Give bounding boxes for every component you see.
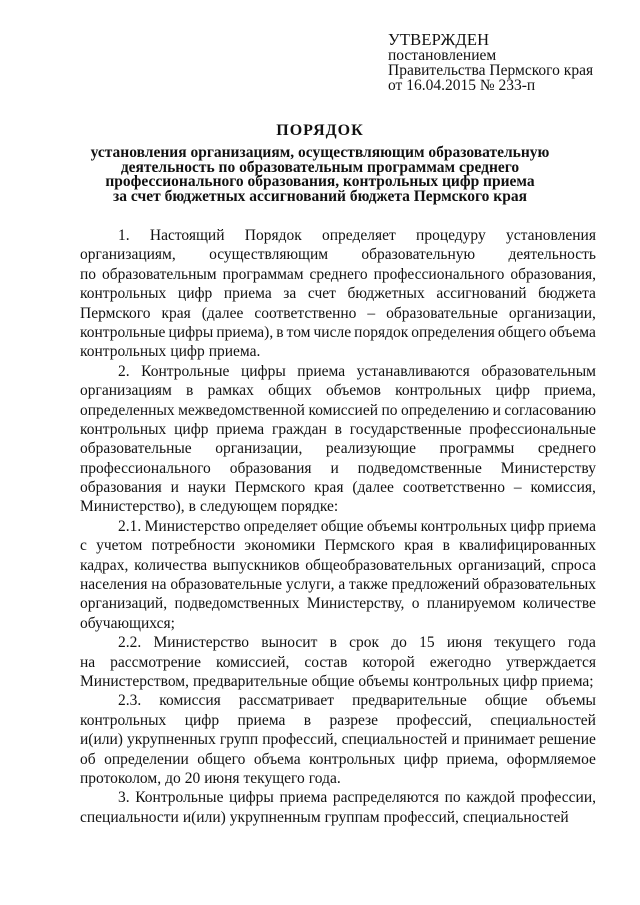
paragraph-line: организаций, подведомственных Министерству, о планируемом количестве	[80, 595, 596, 613]
paragraph-line: 2.1. Министерство определяет общие объемы контрольных цифр приема	[118, 517, 596, 535]
paragraph-line: специальности и(или) укрупненным группам профессий, специальностей	[80, 808, 569, 826]
paragraph-line: по образовательным программам среднего профессионального образования,	[80, 265, 596, 283]
paragraph-line: Министерство), в следующем порядке:	[80, 498, 339, 516]
paragraph-line: контрольные цифры приема), в том числе порядок определения общего объема	[80, 323, 596, 341]
paragraph-line: контрольных цифр приема.	[80, 343, 261, 361]
paragraph-line: 3. Контрольные цифры приема распределяются по каждой профессии,	[118, 789, 596, 807]
paragraph-line: Министерством, предварительные общие объемы контрольных цифр приема;	[80, 672, 594, 690]
paragraph-line: обучающихся;	[80, 614, 175, 632]
document-body	[80, 226, 596, 827]
subtitle-line: деятельность по образовательным программам среднего	[120, 158, 520, 176]
paragraph-line: профессионального образования и подведомственные Министерству	[80, 459, 596, 477]
approval-stamp	[388, 32, 628, 93]
paragraph-line: контрольных цифр приема за счет бюджетных ассигнований бюджета	[80, 285, 596, 303]
paragraph-line: организациям в рамках общих объемов контрольных цифр приема,	[80, 382, 596, 400]
paragraph-line: 2. Контрольные цифры приема устанавливаются образовательным	[118, 362, 596, 380]
subtitle-line: за счет бюджетных ассигнований бюджета Пермского края	[113, 187, 527, 205]
paragraph-line: кадрах, количества выпускников общеобразовательных организаций, спроса	[80, 556, 596, 574]
paragraph-line: контрольных цифр приема граждан в государственные профессиональные	[80, 420, 596, 438]
paragraph-line: контрольных цифр приема в разрезе профессий, специальностей	[80, 711, 596, 729]
paragraph-line: организациям, осуществляющим образовательную деятельность	[80, 246, 596, 264]
paragraph-line: об определении общего объема контрольных цифр приема, оформляемое	[80, 750, 596, 768]
paragraph-line: населения на образовательные услуги, а также предложений образовательных	[80, 576, 596, 594]
paragraph-line: образования и науки Пермского края (далее соответственно – комиссия,	[80, 479, 596, 497]
paragraph-line: и(или) укрупненных групп профессий, специальностей и принимает решение	[80, 731, 596, 749]
subtitle-line: установления организациям, осуществляющим образовательную	[90, 144, 550, 161]
paragraph-line: Пермского края (далее соответственно – образовательные организации,	[80, 304, 596, 322]
document-subtitle	[60, 146, 580, 204]
paragraph-line: протоколом, до 20 июня текущего года.	[80, 769, 341, 787]
paragraph-line: с учетом потребности экономики Пермского края в квалифицированных	[80, 537, 596, 555]
paragraph-line: 2.2. Министерство выносит в срок до 15 июня текущего года	[118, 634, 596, 652]
paragraph-line: образовательные организации, реализующие программы среднего	[80, 440, 596, 458]
approval-line: от 16.04.2015 № 233-п	[388, 77, 536, 94]
paragraph-line: определенных межведомственной комиссией по определению и согласованию	[80, 401, 596, 419]
paragraph-line: 1. Настоящий Порядок определяет процедуру установления	[118, 227, 596, 244]
document-title: ПОРЯДОК	[276, 122, 364, 139]
paragraph-line: на рассмотрение комиссией, состав которой ежегодно утверждается	[80, 653, 596, 671]
paragraph-line: 2.3. комиссия рассматривает предварительные общие объемы	[118, 692, 596, 710]
approval-line: постановлением	[388, 47, 497, 64]
subtitle-line: профессионального образования, контрольных цифр приема	[105, 173, 535, 190]
approval-heading: УТВЕРЖДЕН	[388, 30, 490, 49]
approval-line: Правительства Пермского края	[388, 62, 594, 79]
